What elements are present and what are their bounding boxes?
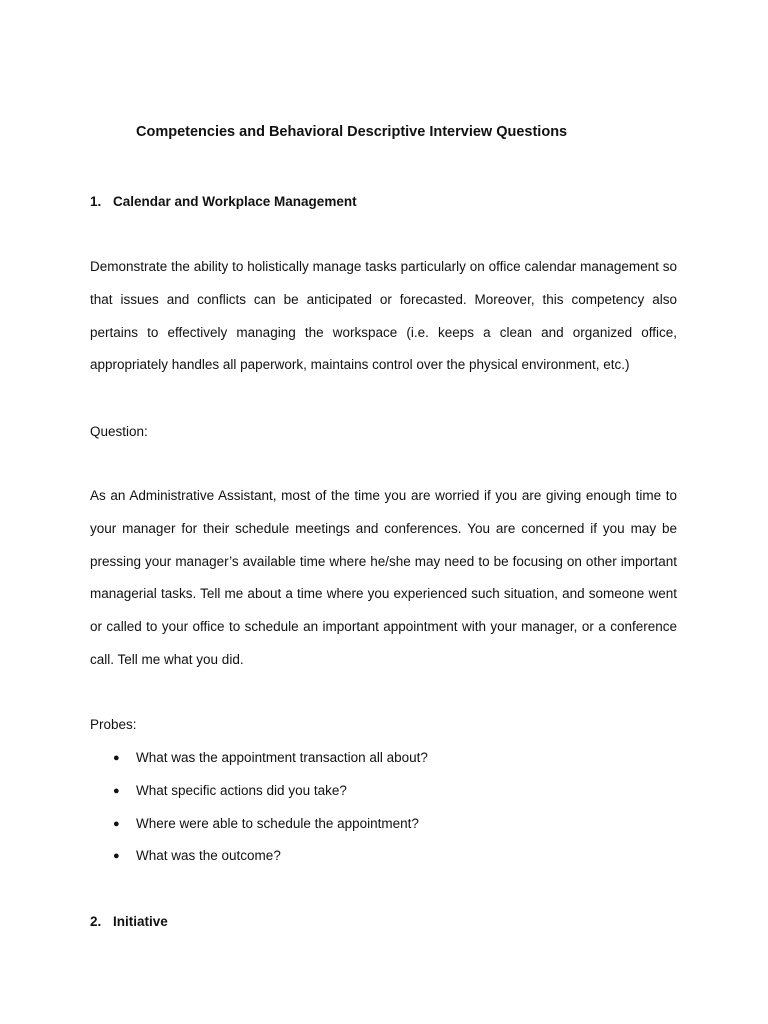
competency-description: Demonstrate the ability to holistically manage tasks particularly on office calendar management so that issues and conflicts can be anticipated or forecasted. Moreover, this competency also pertains to effectively managing the workspace (i.e. keeps a clean and organized office, appropriately handles all paperwork, maintains control over the physical environment, etc.) [90,259,677,373]
probe-item [90,780,428,813]
section-number: 1. [90,194,102,209]
probes-label: Probes: [90,717,137,732]
document-title: Competencies and Behavioral Descriptive Interview Questions [136,124,568,140]
probe-item [90,845,428,878]
section-title: Calendar and Workplace Management [113,194,357,209]
probe-text: What was the appointment transaction all about? [136,750,428,765]
bullet-icon: ● [113,752,120,764]
bullet-icon: ● [113,850,120,863]
probe-text: What specific actions did you take? [136,782,347,798]
interview-question: As an Administrative Assistant, most of the time you are worried if you are giving enough time to your manager for their schedule meetings and conferences. You are concerned if you may be pressing your manager’s available time where he/she may need to be focusing on other important managerial tasks. Tell me about a time where you experienced such situation, and someone went or called to your office to schedule an important appointment with your manager, or a conference call. Tell me what you did. [90,488,677,667]
bullet-icon: ● [113,784,120,797]
probe-item [90,813,428,846]
section-heading-calendar [90,194,357,209]
probes-list [90,747,428,878]
section-number: 2. [90,914,102,929]
section-heading-initiative [90,914,168,929]
bullet-icon: ● [113,817,120,830]
question-label: Question: [90,424,148,439]
section-title: Initiative [113,914,168,929]
probe-item [90,747,428,780]
probe-text: Where were able to schedule the appointment? [136,815,419,831]
probe-text: What was the outcome? [136,848,281,864]
